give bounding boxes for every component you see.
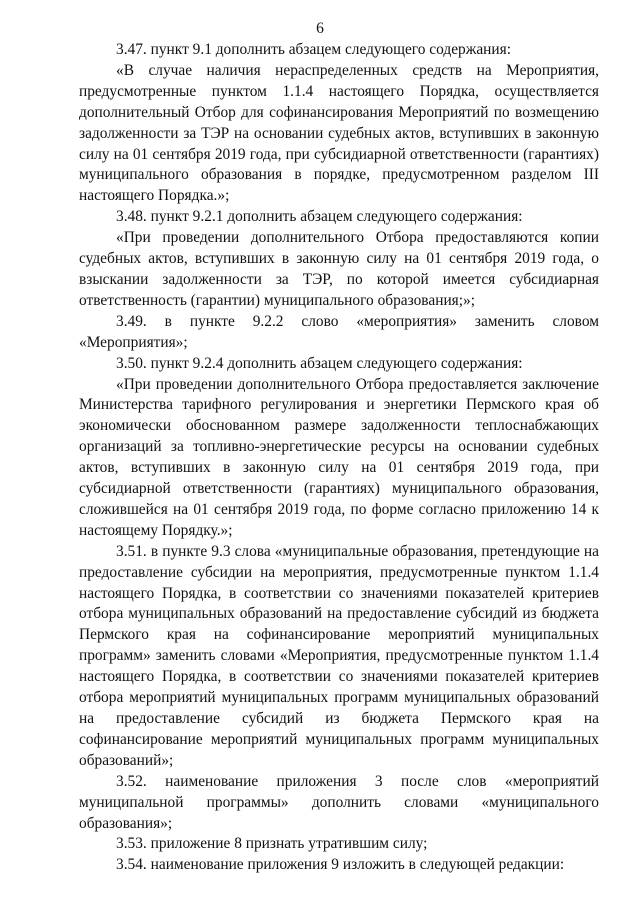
paragraph-3-50-text: «При проведении дополнительного Отбора предоставляется заключение Министерства тарифного регулирования и энергетики Пермского края об экономически обоснованном размере задолженности теплоснабжающих организаций за топливно-энергетические ресурсы на основании судебных актов, вступивших в законную силу на 01 сентября 2019 года, при субсидиарной ответственности (гарантиях) муниципального образования, сложившейся на 01 сентября 2019 года, по форме согласно приложению 14 к настоящему Порядку.»;: [79, 375, 599, 539]
paragraph-3-51: 3.51. в пункте 9.3 слова «муниципальные образования, претендующие на предоставление субсидии на мероприятия, предусмотренные пунктом 1.1.4 настоящего Порядка, в соответствии со значениями показателей критериев отбора муниципальных образований на предоставление субсидий из бюджета Пермского края на софинансирование мероприятий муниципальных программ» заменить словами «Мероприятия, предусмотренные пунктом 1.1.4 настоящего Порядка, в соответствии со значениями показателей критериев отбора мероприятий муниципальных программ муниципальных образований на предоставление субсидий из бюджета Пермского края на софинансирование мероприятий муниципальных программ муниципальных образований»;: [79, 542, 599, 769]
paragraph-3-48: 3.48. пункт 9.2.1 дополнить абзацем следующего содержания:: [116, 208, 523, 226]
paragraph-3-52: 3.52. наименование приложения 3 после слов «мероприятий муниципальной программы» дополнить словами «муниципального образования»;: [79, 772, 599, 832]
paragraph-3-47: 3.47. пункт 9.1 дополнить абзацем следующего содержания:: [116, 41, 512, 58]
paragraph-3-48-text: «При проведении дополнительного Отбора предоставляются копии судебных актов, вступивших в законную силу на 01 сентября 2019 года, о взыскании задолженности за ТЭР, по которой имеется субсидиарная ответственность (гарантии) муниципального образования;»;: [79, 229, 599, 309]
paragraph-3-54: 3.54. наименование приложения 9 изложить в следующей редакции:: [116, 856, 565, 874]
paragraph-3-49: 3.49. в пункте 9.2.2 слово «мероприятия» заменить словом «Мероприятия»;: [79, 312, 599, 351]
paragraph-3-50: 3.50. пункт 9.2.4 дополнить абзацем следующего содержания:: [116, 354, 523, 372]
page-number: 6: [316, 20, 324, 37]
paragraph-3-47-text: «В случае наличия нераспределенных средств на Мероприятия, предусмотренные пунктом 1.1.4 настоящего Порядка, осуществляется дополнительный Отбор для софинансирования Мероприятий по возмещению задолженности за ТЭР на основании судебных актов, вступивших в законную силу на 01 сентября 2019 года, при субсидиарной ответственности (гарантиях) муниципального образования в порядке, предусмотренном разделом III настоящего Порядка.»;: [79, 61, 599, 205]
document-body: [79, 40, 599, 876]
paragraph-3-53: 3.53. приложение 8 признать утратившим силу;: [116, 835, 428, 853]
